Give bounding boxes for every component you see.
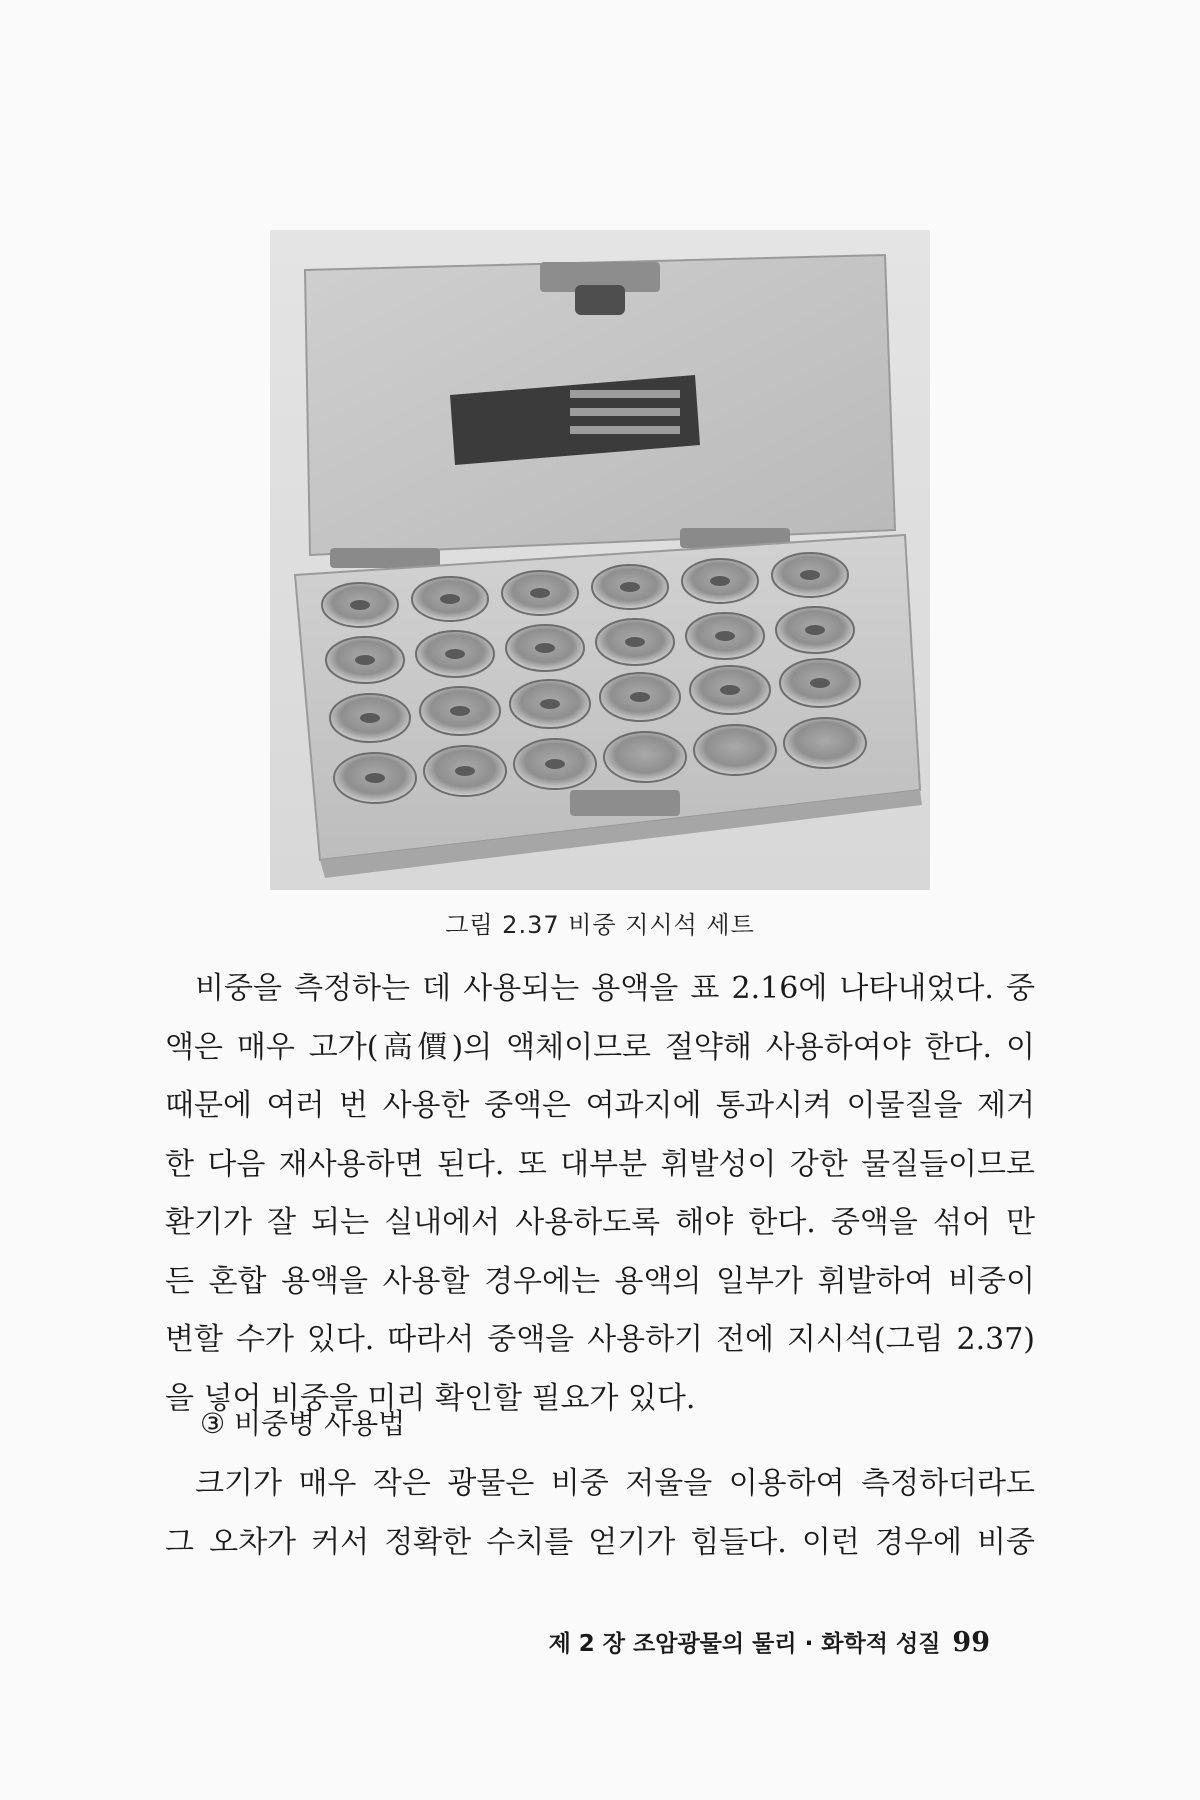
paragraph-line: 그 오차가 커서 정확한 수치를 얻기가 힘들다. 이런 경우에 비중 <box>165 1524 1035 1560</box>
paragraph-line: 을 넣어 비중을 미리 확인할 필요가 있다. <box>165 1380 696 1416</box>
page-number: 99 <box>952 1627 990 1658</box>
paragraph-line: 한 다음 재사용하면 된다. 또 대부분 휘발성이 강한 물질들이므로 <box>165 1146 1035 1182</box>
section-paragraph <box>165 1455 1035 1572</box>
specific-gravity-indicator-set-photo <box>270 230 930 890</box>
figure-caption: 그림 2.37 비중 지시석 세트 <box>445 911 755 939</box>
chapter-title: 제 2 장 조암광물의 물리 · 화학적 성질 <box>548 1631 941 1657</box>
section-heading: ③ 비중병 사용법 <box>200 1407 406 1440</box>
paragraph-line: 때문에 여러 번 사용한 중액은 여과지에 통과시켜 이물질을 제거 <box>165 1088 1035 1123</box>
page-footer <box>549 1625 990 1658</box>
paragraph-line: 환기가 잘 되는 실내에서 사용하도록 해야 한다. 중액을 섞어 만 <box>165 1205 1035 1240</box>
main-paragraph <box>165 960 1035 1428</box>
paragraph-line: 변할 수가 있다. 따라서 중액을 사용하기 전에 지시석(그림 2.37) <box>165 1322 1035 1357</box>
paragraph-line: 크기가 매우 작은 광물은 비중 저울을 이용하여 측정하더라도 <box>195 1466 1035 1501</box>
paragraph-line: 액은 매우 고가(高價)의 액체이므로 절약해 사용하여야 한다. 이 <box>165 1029 1035 1065</box>
paragraph-line: 비중을 측정하는 데 사용되는 용액을 표 2.16에 나타내었다. 중 <box>195 971 1035 1006</box>
paragraph-line: 든 혼합 용액을 사용할 경우에는 용액의 일부가 휘발하여 비중이 <box>165 1263 1035 1299</box>
